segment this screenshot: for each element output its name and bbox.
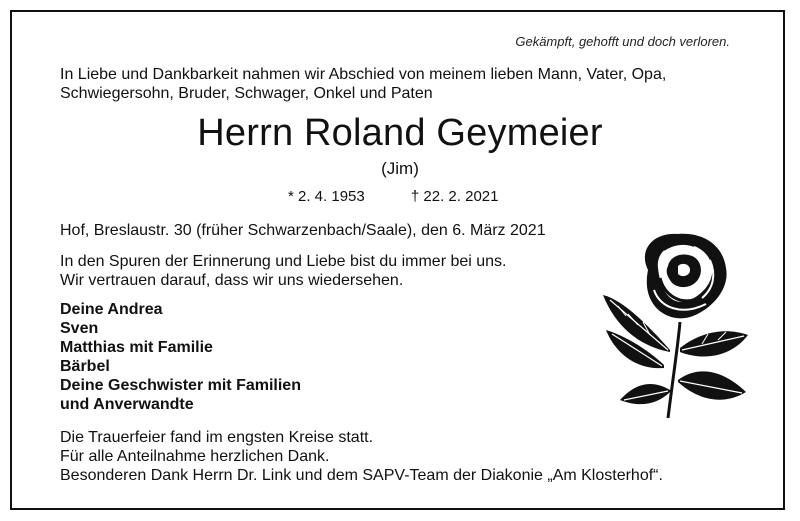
mourner: Matthias mit Familie xyxy=(60,339,213,356)
intro-text xyxy=(60,65,666,103)
intro-line: In Liebe und Dankbarkeit nahmen wir Abschied von meinem lieben Mann, Vater, Opa, xyxy=(60,66,667,83)
closing-notes xyxy=(60,428,663,485)
closing-line: Für alle Anteilnahme herzlichen Dank. xyxy=(60,448,330,465)
mourner: und Anverwandte xyxy=(60,396,194,413)
verse-line: Wir vertrauen darauf, dass wir uns wiedersehen. xyxy=(60,272,404,289)
life-dates xyxy=(288,188,498,205)
deceased-nickname: (Jim) xyxy=(381,159,419,178)
verse-line: In den Spuren der Erinnerung und Liebe bist du immer bei uns. xyxy=(60,253,507,270)
mourner: Deine Geschwister mit Familien xyxy=(60,377,301,394)
closing-line: Die Trauerfeier fand im engsten Kreise statt. xyxy=(60,429,374,446)
mourner: Deine Andrea xyxy=(60,301,163,318)
motto: Gekämpft, gehofft und doch verloren. xyxy=(515,34,730,49)
mourner: Sven xyxy=(60,320,99,337)
intro-line: Schwiegersohn, Bruder, Schwager, Onkel und Paten xyxy=(60,85,433,102)
closing-line: Besonderen Dank Herrn Dr. Link und dem SAPV-Team der Diakonie „Am Klosterhof“. xyxy=(60,467,663,484)
death-date: † 22. 2. 2021 xyxy=(410,188,499,205)
verse xyxy=(60,252,507,290)
rose-icon xyxy=(598,230,758,420)
mourners-list xyxy=(60,300,301,414)
birth-date: * 2. 4. 1953 xyxy=(288,188,365,205)
place-and-date: Hof, Breslaustr. 30 (früher Schwarzenbach/Saale), den 6. März 2021 xyxy=(60,222,546,239)
deceased-name: Herrn Roland Geymeier xyxy=(197,112,603,154)
mourner: Bärbel xyxy=(60,358,110,375)
